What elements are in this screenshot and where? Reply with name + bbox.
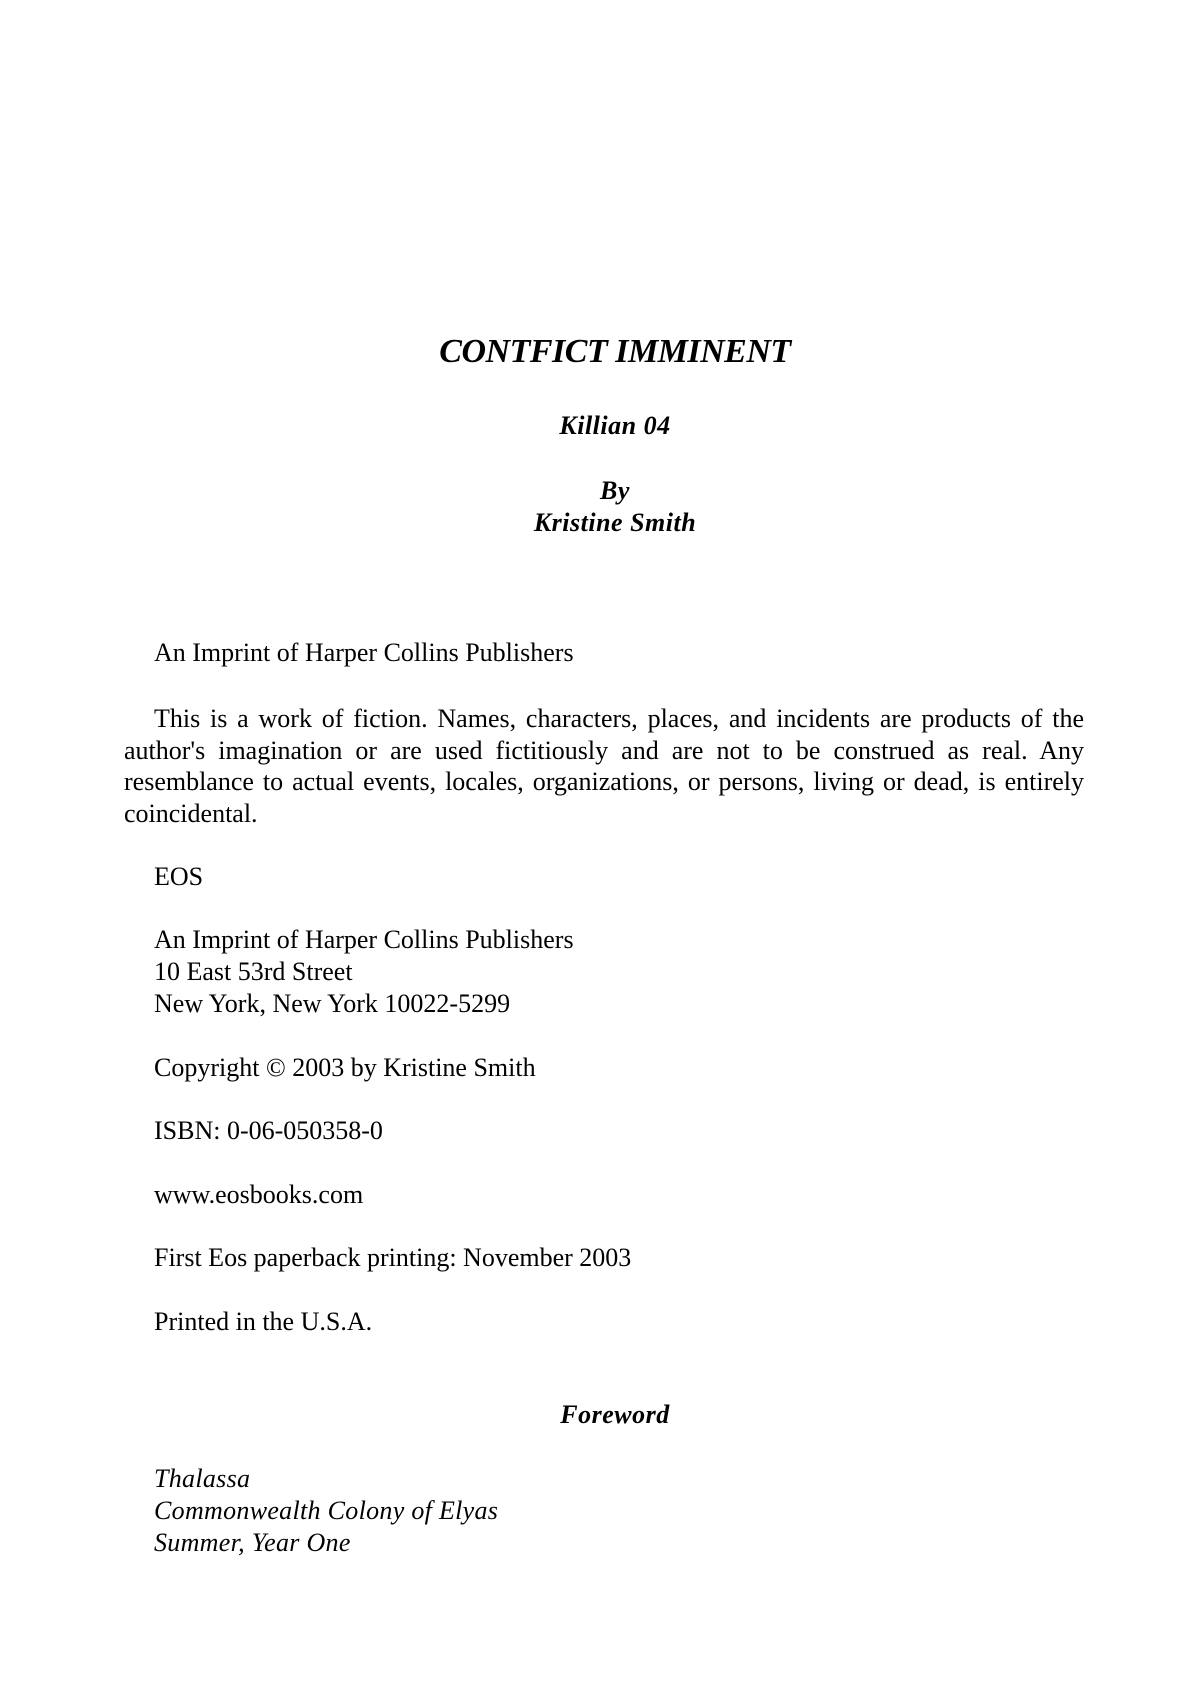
foreword-setting: [154, 1463, 498, 1559]
copyright-notice: Copyright © 2003 by Kristine Smith: [154, 1053, 536, 1082]
byline-by: By: [600, 476, 630, 505]
foreword-time: Summer, Year One: [154, 1528, 351, 1557]
isbn: ISBN: 0-06-050358-0: [154, 1116, 383, 1145]
publisher-name: EOS: [154, 862, 204, 891]
publisher-imprint: An Imprint of Harper Collins Publishers: [154, 925, 574, 954]
book-title: CONTFICT IMMINENT: [439, 333, 791, 370]
foreword-place: Thalassa: [154, 1464, 251, 1493]
printed-in: Printed in the U.S.A.: [154, 1307, 373, 1336]
website: www.eosbooks.com: [154, 1180, 364, 1209]
fiction-disclaimer: This is a work of fiction. Names, characters, places, and incidents are products of the author's imagination or are used fictitiously and are not to be construed as real. Any resemblance to actual events, locales, organizations, or persons, living or dead, is entirely coincidental.: [124, 704, 1084, 828]
publisher-address: [154, 924, 574, 1020]
byline-author: Kristine Smith: [533, 508, 697, 537]
imprint-line: An Imprint of Harper Collins Publishers: [154, 638, 574, 667]
foreword-heading: Foreword: [560, 1400, 670, 1429]
publisher-city: New York, New York 10022-5299: [154, 989, 511, 1018]
publisher-street: 10 East 53rd Street: [154, 957, 353, 986]
foreword-colony: Commonwealth Colony of Elyas: [154, 1496, 499, 1525]
printing-info: First Eos paperback printing: November 2003: [154, 1243, 632, 1272]
series-label: Killian 04: [559, 411, 671, 440]
